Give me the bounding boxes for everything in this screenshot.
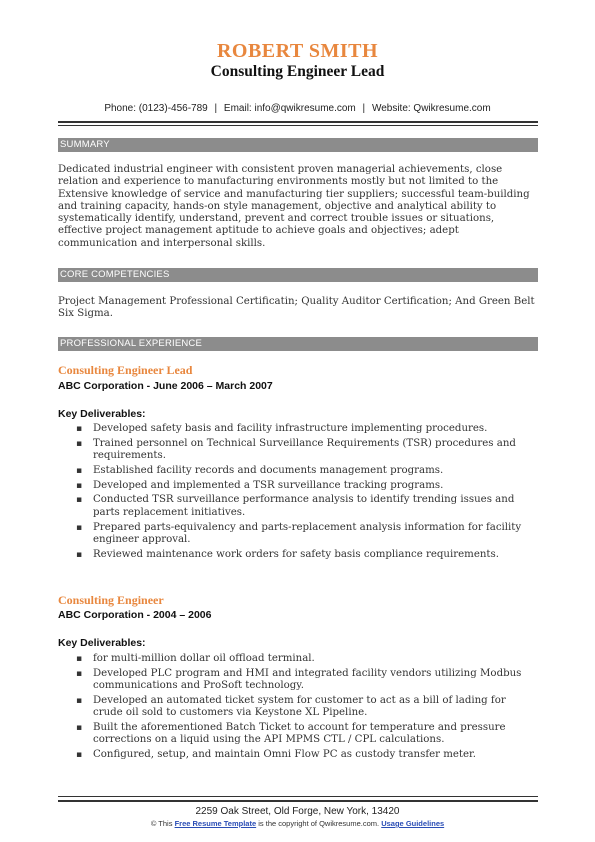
copyright-middle: is the copyright of Qwikresume.com. — [258, 819, 380, 828]
list-item: ▪ Trained personnel on Technical Surveillance Requirements (TSR) procedures and requirements. — [76, 438, 536, 463]
list-item: ▪ Configured, setup, and maintain Omni Flow PC as custody transfer meter. — [76, 749, 536, 761]
candidate-name: ROBERT SMITH — [216, 40, 379, 62]
summary-text: Dedicated industrial engineer with consistent proven managerial achievements, close relation and experience to manufacturing environments mostly but not limited to the Extensive knowledge of service and manufacturing tier suppliers; successful team-building and training capacity, hands-on style management, objective and analytical ability to systematically identify, understand, prevent and correct trouble issues or situations, effective project management aptitude to achieve goals and objectives; adept communication and interpersonal skills. — [58, 164, 530, 249]
list-item: ▪ Built the aforementioned Batch Ticket to account for temperature and pressure corrections on a liquid using the API MPMS CTL / CPL calculations. — [76, 722, 536, 747]
candidate-title: Consulting Engineer Lead — [210, 63, 385, 80]
contact-separator: | — [362, 103, 366, 114]
contact-phone: Phone: (0123)-456-789 — [104, 103, 208, 114]
header-divider — [58, 121, 538, 123]
job-role: Consulting Engineer Lead — [58, 363, 193, 377]
contact-line — [0, 103, 595, 114]
footer-divider-thin — [58, 796, 538, 797]
free-resume-template-link[interactable]: Free Resume Template — [174, 819, 257, 828]
list-item: ▪ Conducted TSR surveillance performance analysis to identify trending issues and parts replacement initiatives. — [76, 494, 536, 519]
contact-separator: | — [214, 103, 218, 114]
header-divider-thin — [58, 125, 538, 126]
contact-website[interactable]: Website: Qwikresume.com — [371, 103, 491, 114]
list-item: ▪ Established facility records and documents management programs. — [76, 465, 536, 477]
list-item: ▪ Reviewed maintenance work orders for safety basis compliance requirements. — [76, 549, 536, 561]
competencies-text: Project Management Professional Certificatin; Quality Auditor Certification; And Green Belt Six Sigma. — [58, 296, 535, 320]
list-item: ▪ Developed and implemented a TSR surveillance tracking programs. — [76, 480, 536, 492]
list-item: ▪ for multi-million dollar oil offload terminal. — [76, 653, 536, 665]
footer-divider — [58, 800, 538, 802]
deliverables-list — [76, 653, 536, 764]
usage-guidelines-link[interactable]: Usage Guidelines — [381, 819, 445, 828]
copyright-prefix: © This — [150, 819, 173, 828]
deliverables-label: Key Deliverables: — [58, 637, 146, 649]
deliverables-list — [76, 423, 536, 563]
summary-heading: SUMMARY — [58, 138, 538, 152]
list-item: ▪ Prepared parts-equivalency and parts-replacement analysis information for facility engineer approval. — [76, 522, 536, 547]
job-company: ABC Corporation - 2004 – 2006 — [58, 609, 212, 621]
job-role: Consulting Engineer — [58, 593, 164, 607]
list-item: ▪ Developed PLC program and HMI and integrated facility vendors utilizing Modbus communications and ProSoft technology. — [76, 668, 536, 693]
job-company: ABC Corporation - June 2006 – March 2007 — [58, 380, 273, 392]
deliverables-label: Key Deliverables: — [58, 408, 146, 420]
experience-heading: PROFESSIONAL EXPERIENCE — [58, 337, 538, 351]
footer-address: 2259 Oak Street, Old Forge, New York, 13420 — [195, 806, 400, 817]
list-item: ▪ Developed safety basis and facility infrastructure implementing procedures. — [76, 423, 536, 435]
contact-email[interactable]: Email: info@qwikresume.com — [223, 103, 356, 114]
footer-copyright — [0, 819, 595, 828]
list-item: ▪ Developed an automated ticket system for customer to act as a bill of lading for crude oil sold to customers via Keystone XL Pipeline. — [76, 695, 536, 720]
competencies-heading: CORE COMPETENCIES — [58, 268, 538, 282]
